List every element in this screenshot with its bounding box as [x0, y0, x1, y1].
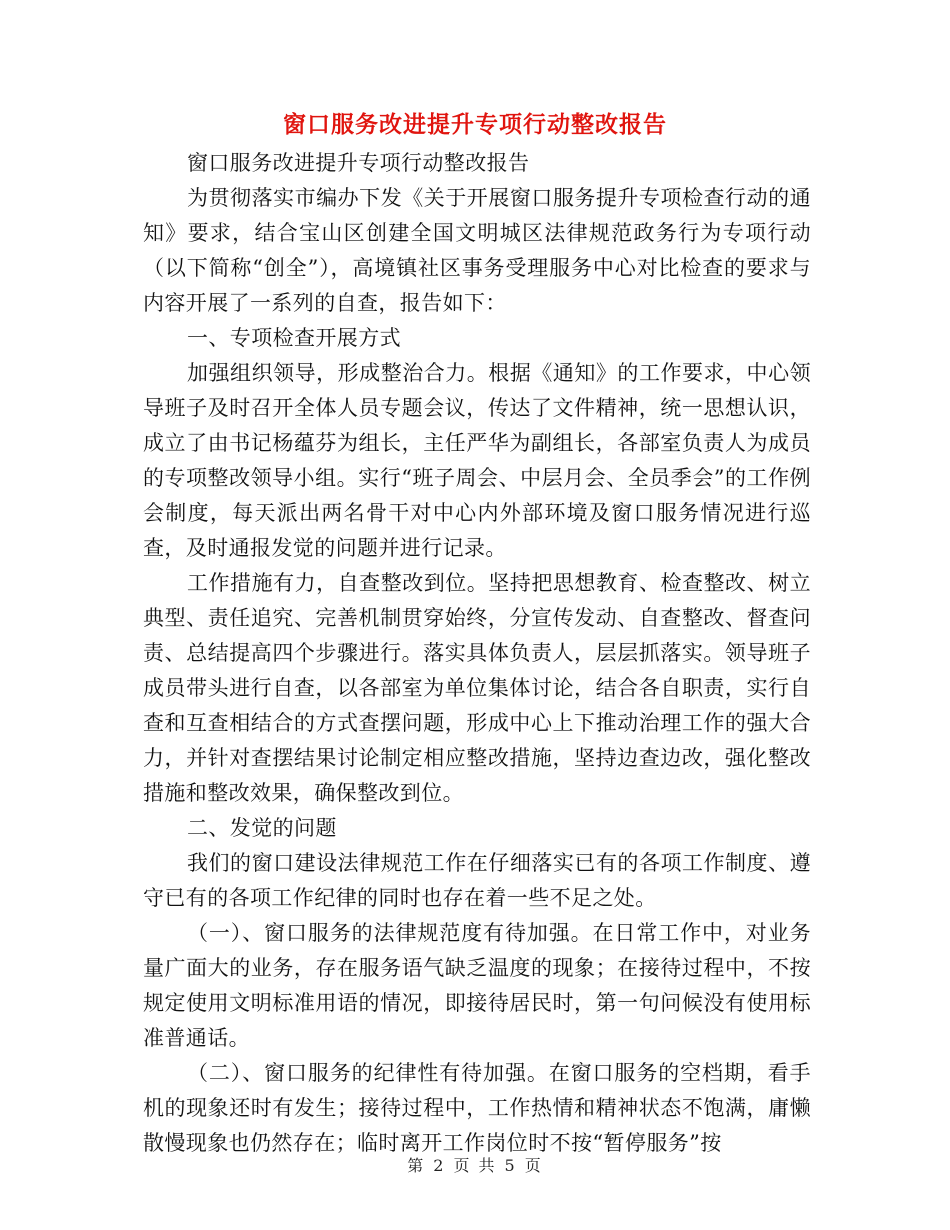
- section-heading-2: 二、发觉的问题: [187, 816, 337, 840]
- paragraph-problem-2: （二）、窗口服务的纪律性有待加强。在窗口服务的空档期，看手机的现象还时有发生；接待过程中，工作热情和精神状态不饱满，庸懒散慢现象也仍然存在；临时离开工作岗位时不按“暂停服务”按: [143, 1061, 811, 1155]
- footer-total-pages: 5: [504, 1156, 517, 1175]
- footer-page-number: 2: [433, 1156, 446, 1175]
- document-title: 窗口服务改进提升专项行动整改报告: [283, 112, 667, 138]
- footer-middle: 页 共: [453, 1156, 497, 1175]
- paragraph-problem-1: （一）、窗口服务的法律规范度有待加强。在日常工作中，对业务量广面大的业务，存在服务语气缺乏温度的现象；在接待过程中，不按规定使用文明标准用语的情况，即接待居民时，第一句问候没有使用标准普通话。: [143, 921, 811, 1050]
- footer-prefix: 第: [407, 1156, 426, 1175]
- paragraph-problems-intro: 我们的窗口建设法律规范工作在仔细落实已有的各项工作制度、遵守已有的各项工作纪律的同时也存在着一些不足之处。: [143, 851, 811, 910]
- page-footer: [0, 1154, 950, 1178]
- paragraph-intro: 为贯彻落实市编办下发《关于开展窗口服务提升专项检查行动的通知》要求，结合宝山区创建全国文明城区法律规范政务行为专项行动（以下简称“创全”），高境镇社区事务受理服务中心对比检查的要求与内容开展了一系列的自查，报告如下：: [143, 186, 811, 315]
- paragraph-measures: 工作措施有力，自查整改到位。坚持把思想教育、检查整改、树立典型、责任追究、完善机制贯穿始终，分宣传发动、自查整改、督查问责、总结提高四个步骤进行。落实具体负责人，层层抓落实。领导班子成员带头进行自查，以各部室为单位集体讨论，结合各自职责，实行自查和互查相结合的方式查摆问题，形成中心上下推动治理工作的强大合力，并针对查摆结果讨论制定相应整改措施，坚持边查边改，强化整改措施和整改效果，确保整改到位。: [143, 571, 811, 805]
- document-body: [143, 146, 811, 1161]
- section-heading-1: 一、专项检查开展方式: [187, 326, 401, 350]
- paragraph-organization: 加强组织领导，形成整治合力。根据《通知》的工作要求，中心领导班子及时召开全体人员专题会议，传达了文件精神，统一思想认识，成立了由书记杨蕴芬为组长，主任严华为副组长，各部室负责人为成员的专项整改领导小组。实行“班子周会、中层月会、全员季会”的工作例会制度，每天派出两名骨干对中心内外部环境及窗口服务情况进行巡查，及时通报发觉的问题并进行记录。: [143, 361, 811, 560]
- paragraph-subtitle: 窗口服务改进提升专项行动整改报告: [187, 151, 530, 175]
- footer-suffix: 页: [524, 1156, 543, 1175]
